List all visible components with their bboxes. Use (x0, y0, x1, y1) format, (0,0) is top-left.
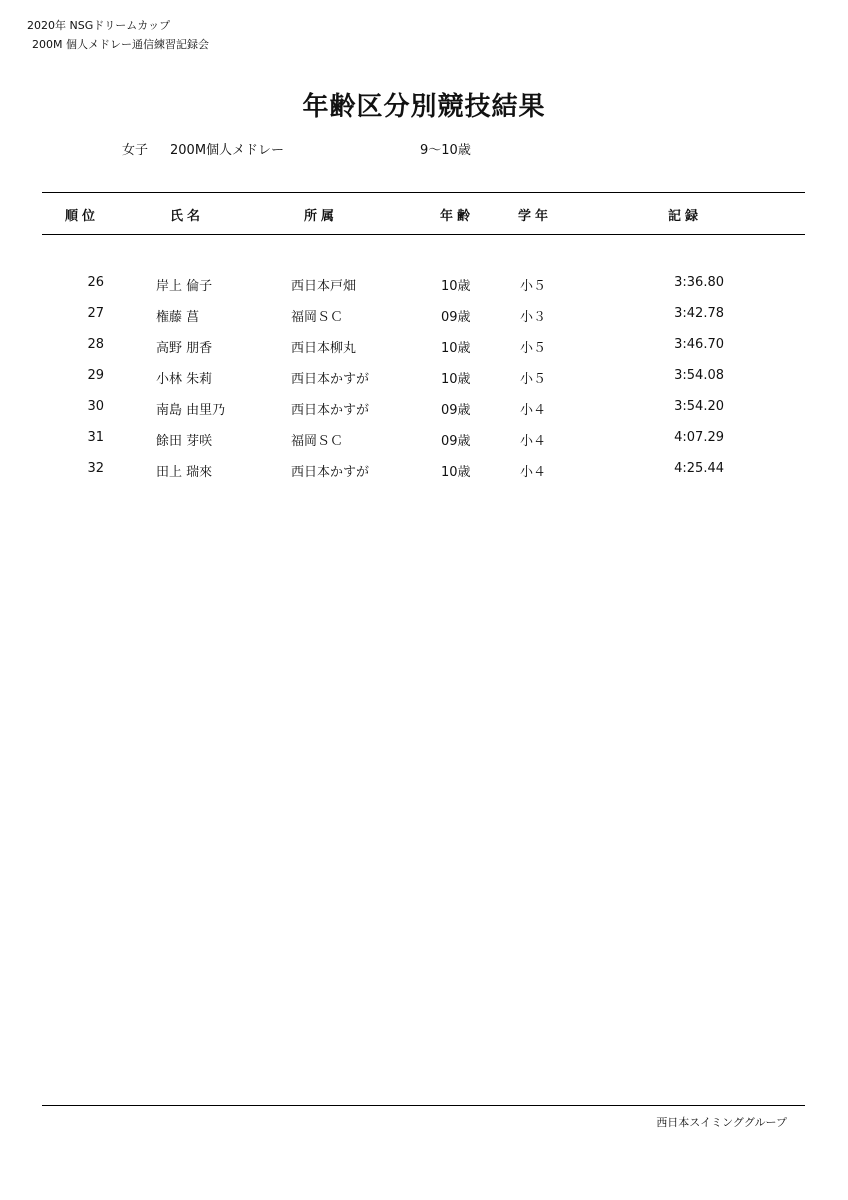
age-cell: 10歳 (441, 279, 471, 294)
grade-cell: 小５ (520, 279, 547, 294)
record-cell: 4:25.44 (674, 461, 724, 476)
page-title: 年齢区分別競技結果 (302, 92, 546, 122)
record-cell: 3:36.80 (674, 275, 724, 290)
team-cell: 西日本かすが (291, 465, 370, 480)
table-row (0, 397, 848, 428)
event-label: 200M個人メドレー (170, 143, 285, 158)
column-header-record: 記録 (668, 209, 703, 224)
rank-cell: 28 (87, 337, 104, 352)
record-cell: 3:54.20 (674, 399, 724, 414)
grade-cell: 小４ (520, 403, 547, 418)
name-cell: 田上 瑞來 (156, 465, 213, 480)
team-cell: 福岡ＳＣ (291, 434, 344, 449)
rank-cell: 31 (87, 430, 104, 445)
record-cell: 3:42.78 (674, 306, 724, 321)
meet-name: 2020年 NSGドリームカップ (27, 19, 171, 32)
header-bottom-rule (42, 234, 805, 235)
age-group-label: 9～10歳 (420, 143, 471, 158)
name-cell: 高野 朋香 (156, 341, 213, 356)
grade-cell: 小５ (520, 372, 547, 387)
footer-rule (42, 1105, 805, 1106)
rank-cell: 27 (87, 306, 104, 321)
age-cell: 10歳 (441, 465, 471, 480)
rank-cell: 26 (87, 275, 104, 290)
team-cell: 西日本柳丸 (291, 341, 357, 356)
record-cell: 4:07.29 (674, 430, 724, 445)
age-cell: 10歳 (441, 341, 471, 356)
name-cell: 岸上 倫子 (156, 279, 213, 294)
header-top-rule (42, 192, 805, 193)
name-cell: 南島 由里乃 (156, 403, 226, 418)
grade-cell: 小３ (520, 310, 547, 325)
column-header-name: 氏名 (170, 209, 205, 224)
table-row (0, 273, 848, 304)
footer-organization: 西日本スイミンググループ (656, 1116, 787, 1129)
column-header-age: 年齢 (440, 209, 475, 224)
table-row (0, 428, 848, 459)
name-cell: 餘田 芽咲 (156, 434, 213, 449)
grade-cell: 小４ (520, 434, 547, 449)
name-cell: 小林 朱莉 (156, 372, 213, 387)
record-cell: 3:54.08 (674, 368, 724, 383)
age-cell: 09歳 (441, 434, 471, 449)
team-cell: 福岡ＳＣ (291, 310, 344, 325)
name-cell: 権藤 菖 (156, 310, 200, 325)
team-cell: 西日本かすが (291, 403, 370, 418)
gender-label: 女子 (122, 143, 149, 158)
table-row (0, 304, 848, 335)
table-row (0, 366, 848, 397)
rank-cell: 30 (87, 399, 104, 414)
age-cell: 09歳 (441, 403, 471, 418)
column-header-rank: 順位 (65, 209, 100, 224)
column-header-grade: 学年 (518, 209, 553, 224)
table-row (0, 335, 848, 366)
rank-cell: 32 (87, 461, 104, 476)
grade-cell: 小５ (520, 341, 547, 356)
team-cell: 西日本かすが (291, 372, 370, 387)
grade-cell: 小４ (520, 465, 547, 480)
age-cell: 10歳 (441, 372, 471, 387)
column-header-team: 所属 (304, 209, 339, 224)
table-row (0, 459, 848, 490)
meet-subtitle: 200M 個人メドレー通信練習記録会 (32, 38, 209, 51)
team-cell: 西日本戸畑 (291, 279, 357, 294)
record-cell: 3:46.70 (674, 337, 724, 352)
rank-cell: 29 (87, 368, 104, 383)
age-cell: 09歳 (441, 310, 471, 325)
results-table (0, 273, 848, 490)
